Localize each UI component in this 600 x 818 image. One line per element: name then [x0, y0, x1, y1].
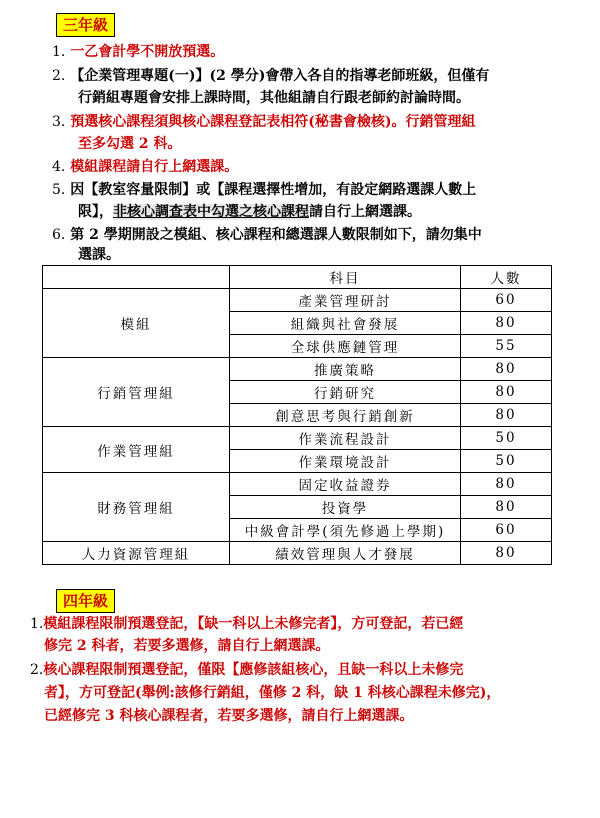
item-4-1-cont: 修完 2 科者，若要多選修，請自行上網選課。	[44, 638, 330, 654]
course-limit: 80	[461, 312, 552, 335]
course-name: 組織與社會發展	[230, 312, 461, 335]
item-4-2-cont2: 已經修完 3 科核心課程者，若要多選修，請自行上網選課。	[44, 708, 414, 724]
table-row	[43, 289, 552, 312]
grade-3-badge: 三年級	[56, 13, 115, 37]
item-3-3: 3. 預選核心課程須與核心課程登記表相符(秘書會檢核)。行銷管理組	[52, 114, 476, 130]
course-name: 全球供應鏈管理	[230, 335, 461, 358]
table-row	[43, 473, 552, 496]
course-limit-table	[42, 265, 552, 565]
course-limit: 80	[461, 404, 552, 427]
table-row	[43, 427, 552, 450]
group-marketing: 行銷管理組	[43, 358, 230, 427]
item-3-3-cont: 至多勾選 2 科。	[78, 136, 182, 152]
item-3-2: 2. 【企業管理專題(一)】(2 學分)會帶入各自的指導老師班級，但僅有	[52, 68, 490, 84]
course-limit: 60	[461, 519, 552, 542]
grade-4-badge: 四年級	[56, 589, 115, 613]
course-name: 投資學	[230, 496, 461, 519]
course-limit: 80	[461, 542, 552, 565]
group-hr: 人力資源管理組	[43, 542, 230, 565]
course-limit: 60	[461, 289, 552, 312]
header-count: 人數	[461, 266, 552, 289]
item-3-6-cont: 選課。	[78, 247, 120, 263]
course-name: 績效管理與人才發展	[230, 542, 461, 565]
course-limit: 80	[461, 473, 552, 496]
item-3-6: 6. 第 2 學期開設之模組、核心課程和總選課人數限制如下，請勿集中	[52, 227, 482, 243]
table-header-row	[43, 266, 552, 289]
course-name: 行銷研究	[230, 381, 461, 404]
course-name: 中級會計學(須先修過上學期)	[230, 519, 461, 542]
course-name: 固定收益證券	[230, 473, 461, 496]
group-finance: 財務管理組	[43, 473, 230, 542]
item-3-4: 4. 模組課程請自行上網選課。	[52, 159, 239, 175]
header-subject: 科目	[230, 266, 461, 289]
item-3-5-cont: 限】，非核心調查表中勾選之核心課程請自行上網選課。	[78, 204, 421, 220]
item-3-5: 5. 因【教室容量限制】或【課程選擇性增加，有設定網路選課人數上	[52, 182, 477, 198]
course-name: 創意思考與行銷創新	[230, 404, 461, 427]
course-limit: 80	[461, 381, 552, 404]
course-limit: 80	[461, 358, 552, 381]
item-4-1: 1.模組課程限制預選登記，【缺一科以上未修完者】，方可登記，若已經	[30, 616, 464, 632]
course-name: 產業管理研討	[230, 289, 461, 312]
item-4-2: 2.核心課程限制預選登記，僅限【應修該組核心，且缺一科以上未修完	[30, 662, 464, 678]
course-limit: 50	[461, 450, 552, 473]
course-name: 推廣策略	[230, 358, 461, 381]
course-name: 作業環境設計	[230, 450, 461, 473]
group-operations: 作業管理組	[43, 427, 230, 473]
non-core-survey-link: 非核心調查表中勾選之核心課程	[113, 204, 309, 220]
group-module: 模組	[43, 289, 230, 358]
course-name: 作業流程設計	[230, 427, 461, 450]
table-row	[43, 358, 552, 381]
table-row	[43, 542, 552, 565]
item-3-1: 1. 一乙會計學不開放預選。	[52, 44, 225, 60]
item-3-2-cont: 行銷組專題會安排上課時間，其他組請自行跟老師約討論時間。	[78, 90, 470, 106]
course-limit: 55	[461, 335, 552, 358]
item-4-2-cont1: 者】，方可登記(舉例:該修行銷組，僅修 2 科，缺 1 科核心課程未修完)，	[44, 685, 501, 701]
course-limit: 80	[461, 496, 552, 519]
course-limit: 50	[461, 427, 552, 450]
